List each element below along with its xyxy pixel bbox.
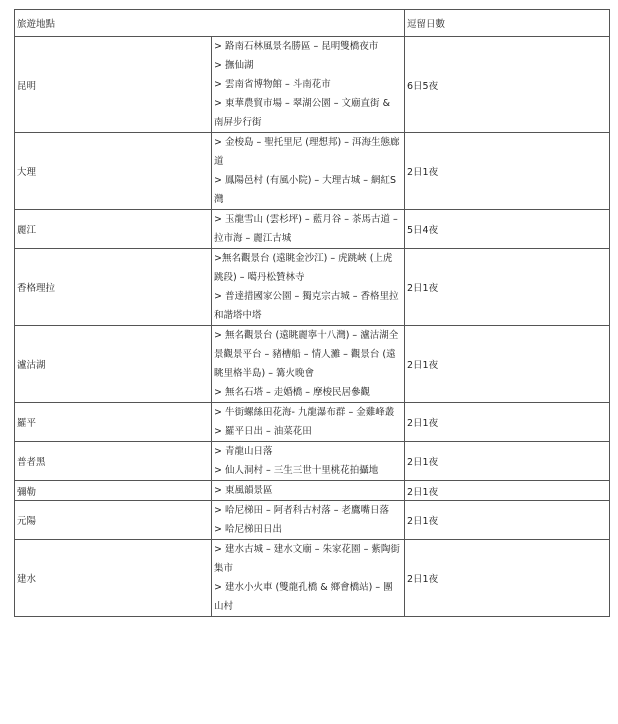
- place-cell: 昆明: [15, 37, 212, 133]
- days-cell: 2日1夜: [405, 403, 610, 442]
- place-cell: 大理: [15, 133, 212, 210]
- table-header-row: [15, 10, 610, 37]
- spot-line: > 哈尼梯田日出: [214, 524, 282, 535]
- spot-line: > 仙人洞村 – 三生三世十里桃花拍攝地: [214, 465, 379, 476]
- place-cell: 麗江: [15, 210, 212, 249]
- table-row: [15, 403, 610, 442]
- days-cell: 2日1夜: [405, 540, 610, 617]
- spot-line: > 撫仙湖: [214, 60, 254, 71]
- days-cell: 2日1夜: [405, 133, 610, 210]
- spots-cell: [212, 37, 405, 133]
- spots-cell: [212, 481, 405, 501]
- spots-cell: [212, 403, 405, 442]
- spot-line: > 金梭島 – 聖托里尼 (理想邦) – 洱海生態廊道: [214, 137, 400, 167]
- spot-line: > 青龍山日落: [214, 446, 273, 457]
- days-cell: 2日1夜: [405, 442, 610, 481]
- header-days: 逗留日數: [405, 10, 610, 37]
- place-cell: 元陽: [15, 501, 212, 540]
- place-cell: 香格理拉: [15, 249, 212, 326]
- table-row: [15, 37, 610, 133]
- spots-cell: [212, 540, 405, 617]
- table-row: [15, 540, 610, 617]
- spot-line: > 無名石塔 – 走婚橋 – 摩梭民居參觀: [214, 387, 371, 398]
- spots-cell: [212, 249, 405, 326]
- spot-line: > 建水小火車 (雙龍孔橋 & 鄉會橋站) – 團山村: [214, 582, 393, 612]
- table-row: [15, 133, 610, 210]
- days-cell: 6日5夜: [405, 37, 610, 133]
- spots-cell: [212, 133, 405, 210]
- spot-line: > 普達措國家公園 – 獨克宗古城 – 香格里拉和諧塔中塔: [214, 291, 399, 321]
- spot-line: > 玉龍雪山 (雲杉坪) – 藍月谷 – 茶馬古道 – 拉市海 – 麗江古城: [214, 214, 398, 244]
- spot-line: > 無名觀景台 (遠眺麗寧十八灣) – 瀘沽湖全景觀景平台 – 豬槽船 – 情人灘 – 觀景台 (遠眺里格半島) – 篝火晚會: [214, 330, 399, 379]
- table-row: [15, 326, 610, 403]
- place-cell: 彌勒: [15, 481, 212, 501]
- days-cell: 5日4夜: [405, 210, 610, 249]
- table-row: [15, 249, 610, 326]
- days-cell: 2日1夜: [405, 501, 610, 540]
- place-cell: 建水: [15, 540, 212, 617]
- days-cell: 2日1夜: [405, 249, 610, 326]
- spot-line: > 東華農貿市場 – 翠湖公園 – 文廟直街 & 南屏步行街: [214, 98, 390, 128]
- days-cell: 2日1夜: [405, 326, 610, 403]
- spot-line: > 建水古城 – 建水文廟 – 朱家花園 – 紫陶街集市: [214, 544, 400, 574]
- spot-line: > 羅平日出 – 油菜花田: [214, 426, 312, 437]
- spot-line: >無名觀景台 (遠眺金沙江) – 虎跳峽 (上虎跳段) – 噶丹松贊林寺: [214, 253, 393, 283]
- days-cell: 2日1夜: [405, 481, 610, 501]
- spot-line: > 哈尼梯田 – 阿者科古村落 – 老鷹嘴日落: [214, 505, 390, 516]
- spot-line: > 路南石林風景名勝區 – 昆明雙橋夜市: [214, 41, 379, 52]
- table-row: [15, 210, 610, 249]
- itinerary-table: [14, 9, 610, 617]
- table-row: [15, 501, 610, 540]
- spot-line: > 牛街螺絲田花海- 九龍瀑布群 – 金雞峰叢: [214, 407, 395, 418]
- spot-line: > 鳳陽邑村 (有風小院) – 大理古城 – 網紅S灣: [214, 175, 397, 205]
- place-cell: 羅平: [15, 403, 212, 442]
- header-place: 旅遊地點: [15, 10, 405, 37]
- spot-line: > 雲南省博物館 – 斗南花市: [214, 79, 331, 90]
- spot-line: > 東風韻景區: [214, 485, 273, 496]
- spots-cell: [212, 326, 405, 403]
- spots-cell: [212, 501, 405, 540]
- spots-cell: [212, 442, 405, 481]
- place-cell: 瀘沽湖: [15, 326, 212, 403]
- place-cell: 普者黑: [15, 442, 212, 481]
- table-row: [15, 481, 610, 501]
- spots-cell: [212, 210, 405, 249]
- table-row: [15, 442, 610, 481]
